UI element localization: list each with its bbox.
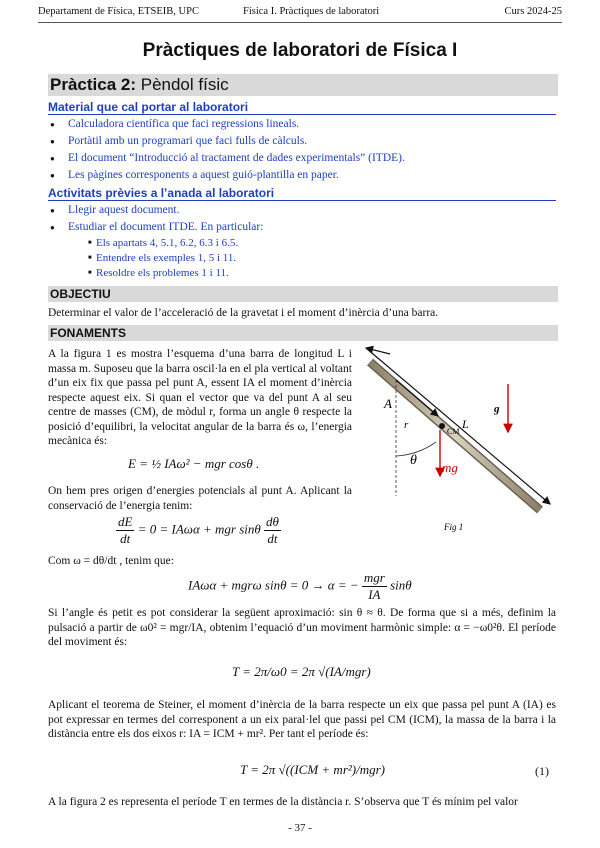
practica-label: Pràctica 2: (50, 75, 136, 94)
header-divider (38, 22, 562, 23)
page-title: Pràctiques de laboratori de Física I (142, 40, 458, 61)
eq-mid: = 0 = IAωα + mgr sinθ (137, 521, 261, 537)
equation-period: T = 2π/ω0 = 2π √(IA/mgr) (232, 664, 371, 679)
activitats-list (48, 202, 263, 236)
list-item: ■ Resoldre els problemes 1 i 11. (88, 266, 238, 281)
frac-num: dθ (266, 514, 279, 529)
equation-energy: E = ½ IAω² − mgr cosθ . (128, 456, 260, 471)
length-arrow (366, 348, 550, 504)
list-item: ● Calculadora científica que faci regressions lineals. (48, 116, 405, 133)
page-header (38, 6, 562, 22)
list-item: ● Estudiar el document ITDE. En particular: (48, 219, 263, 236)
frac-num: mgr (363, 570, 385, 585)
activitats-heading: Activitats prèvies a l’anada al laboratori (48, 186, 556, 201)
list-item: ■ Els apartats 4, 5.1, 6.2, 6.3 i 6.5. (88, 236, 238, 251)
list-item: ● Portàtil amb un programari que faci fulls de càlculs. (48, 133, 405, 150)
activitats-sublist (88, 236, 238, 281)
label-r: r (404, 419, 409, 431)
frac-den: dt (120, 531, 131, 546)
practica-name: Pèndol físic (140, 75, 229, 94)
equation-conservation (116, 514, 281, 547)
list-item: ● Les pàgines corresponents a aquest guió-plantilla en paper. (48, 167, 405, 184)
objectiu-heading: OBJECTIU (48, 286, 558, 302)
material-list (48, 116, 405, 184)
frac-den: IA (368, 587, 381, 602)
label-theta: θ (410, 453, 417, 468)
pendulum-figure (358, 346, 558, 546)
practica-heading (48, 74, 558, 96)
objectiu-text: Determinar el valor de l’acceleració de la gravetat i el moment d’inèrcia d’una barra. (48, 307, 439, 319)
fonaments-paragraph-1: A la figura 1 es mostra l’esquema d’una barra de longitud L i massa m. Suposeu que la barra oscil·la en el pla vertical al voltant d’un eix fix que passa pel punt A, essent IA el moment d’inèrcia respecte aquest eix. Si quan el vector que va del punt A al seu centre de masses (CM), de mòdul r, forma un angle θ respecte la posició d’equilibri, la velocitat angular de la barra és ω, l’energia mecànica és: (48, 348, 352, 447)
eq-end: sinθ (390, 577, 412, 593)
eq-lhs: IAωα + mgrω sinθ = 0 → α = − (188, 577, 359, 593)
r-vector (396, 380, 438, 416)
fonaments-paragraph-6: A la figura 2 es representa el període T en termes de la distància r. S’observa que T és mínim pel valor (48, 796, 518, 808)
fonaments-paragraph-4: Si l’angle és petit es pot considerar la següent aproximació: sin θ ≈ θ. De forma que si a més, definim la pulsació a partir de ω0² = mgr/IA, obtenim l’equació d’un moviment harmònic simple: α = −ω0²θ. El període del moviment és: (48, 607, 556, 648)
equation-period-steiner: T = 2π √((ICM + mr²)/mgr) (240, 762, 385, 777)
header-left: Departament de Física, ETSEIB, UPC (38, 6, 199, 17)
header-center: Física I. Pràctiques de laboratori (243, 6, 380, 17)
fonaments-heading: FONAMENTS (48, 325, 558, 341)
label-l: L (462, 417, 469, 431)
fonaments-paragraph-3: Com ω = dθ/dt , tenim que: (48, 555, 174, 567)
list-item: ● El document “Introducció al tractament de dades experimentals” (ITDE). (48, 150, 405, 167)
bar (370, 362, 540, 510)
list-item: ■ Entendre els exemples 1, 5 i 11. (88, 251, 238, 266)
list-item: ● Llegir aquest document. (48, 202, 263, 219)
fonaments-paragraph-2: On hem pres origen d’energies potencials al punt A. Aplicant la conservació de l’energia tenim: (48, 485, 352, 512)
frac-num: dE (118, 514, 133, 529)
equation-motion (188, 570, 412, 603)
page-number: - 37 - (288, 822, 312, 834)
label-cm: CM (447, 427, 460, 436)
label-g: g (494, 403, 500, 415)
fonaments-paragraph-5: Aplicant el teorema de Steiner, el moment d’inèrcia de la barra respecte un eix que passa pel punt A (IA) es pot expressar en termes del corresponent a un eix paral·lel que passi pel CM (ICM), la massa de la barra i la distància entre els dos eixos r: IA = ICM + mr². Per tant el període és: (48, 699, 556, 740)
label-a: A (384, 396, 392, 411)
figure-caption: Fig 1 (444, 522, 464, 532)
cm-dot (439, 423, 445, 429)
material-heading: Material que cal portar al laboratori (48, 100, 556, 115)
header-right: Curs 2024-25 (504, 6, 562, 17)
equation-number: (1) (535, 764, 549, 778)
label-mg: mg (442, 460, 458, 475)
frac-den: dt (267, 531, 278, 546)
